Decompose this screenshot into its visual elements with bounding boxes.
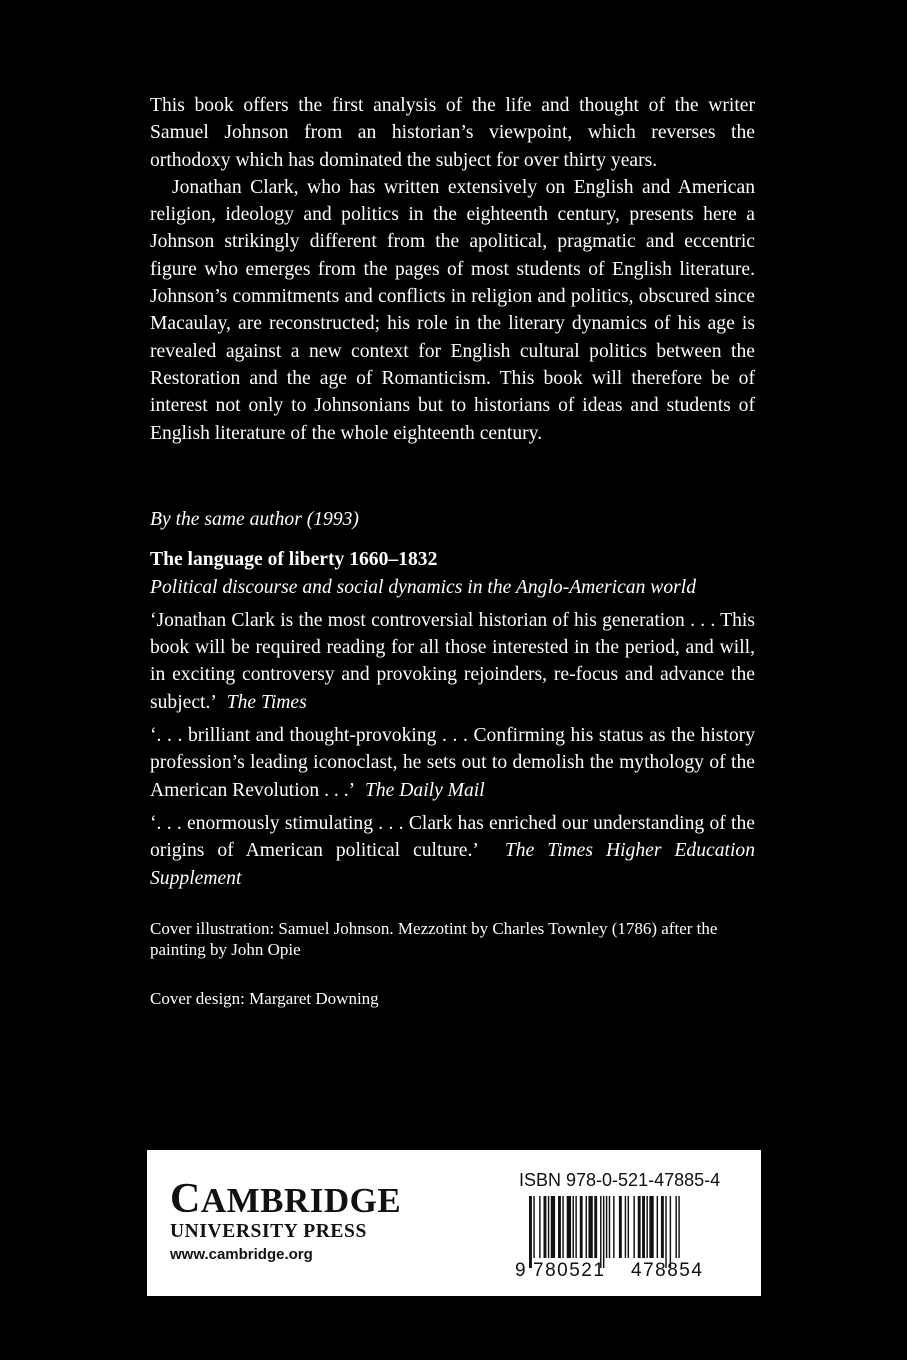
- barcode-bar: [661, 1196, 664, 1258]
- barcode-bar: [529, 1196, 532, 1268]
- barcode-bar: [575, 1196, 576, 1258]
- blurb-paragraph-2: Jonathan Clark, who has written extensively on English and American religion, ideology and politics in the eighteenth century, presents here a Johnson strikingly different from the apolitical, pragmatic and eccentric figure who emerges from the pages of most students of English literature. Johnson’s commitments and conflicts in religion and politics, obscured since Macaulay, are reconstructed; his role in the literary dynamics of his age is revealed against a new context for English cultural politics between the Restoration and the age of Romanticism. This book will therefore be of interest not only to Johnsonians but to historians of ideas and students of English literature of the whole eighteenth century.: [150, 176, 755, 444]
- same-author-section: [150, 506, 755, 892]
- barcode-lead-digit: 9: [515, 1260, 526, 1280]
- related-book-title: The language of liberty 1660–1832: [150, 549, 438, 571]
- barcode-bar: [613, 1196, 614, 1258]
- cover-illustration-credit: Cover illustration: Samuel Johnson. Mezzotint by Charles Townley (1786) after the painting by John Opie: [150, 919, 718, 959]
- barcode-bar: [573, 1196, 574, 1258]
- barcode-digits-right: 478854: [631, 1260, 704, 1280]
- review-text: ‘. . . brilliant and thought-provoking . . . Confirming his status as the history profession’s leading iconoclast, he sets out to demolish the mythology of the American Revolution . . .’: [150, 725, 755, 801]
- barcode-bar: [606, 1196, 607, 1258]
- barcode-bar: [588, 1196, 592, 1258]
- publisher-name: CAMBRIDGE: [170, 1176, 402, 1222]
- isbn-label: ISBN 978-0-521-47885-4: [519, 1170, 721, 1190]
- review-quote: [150, 810, 755, 892]
- barcode-bar: [567, 1196, 571, 1258]
- barcode-bars: [529, 1196, 680, 1268]
- cover-design-credit: Cover design: Margaret Downing: [150, 989, 379, 1008]
- review-quote: [150, 722, 755, 804]
- barcode-bar: [646, 1196, 647, 1258]
- blurb-paragraph-1: This book offers the first analysis of the life and thought of the writer Samuel Johnson from an historian’s viewpoint, which reverses the orthodoxy which has dominated the subject for over thirty years.: [150, 95, 755, 171]
- publisher-logo: [170, 1176, 402, 1266]
- barcode-bar: [551, 1196, 555, 1258]
- barcode-bar: [670, 1196, 671, 1268]
- barcode-digits-left: 780521: [533, 1260, 606, 1280]
- barcode-bar: [558, 1196, 561, 1258]
- review-source: The Times: [226, 691, 307, 713]
- barcode-bar: [533, 1196, 534, 1258]
- barcode-bar: [548, 1196, 549, 1258]
- publisher-website: www.cambridge.org: [170, 1246, 313, 1263]
- barcode-bar: [619, 1196, 622, 1258]
- review-source: The Daily Mail: [364, 779, 485, 801]
- same-author-heading: By the same author (1993): [150, 509, 359, 530]
- barcode-bar: [642, 1196, 645, 1258]
- barcode-bar: [586, 1196, 587, 1258]
- barcode-bar: [600, 1196, 601, 1268]
- barcode-bar: [594, 1196, 597, 1258]
- barcode-bar: [675, 1196, 676, 1258]
- barcode-bar: [665, 1196, 666, 1268]
- barcode-bar: [539, 1196, 540, 1258]
- review-text: ‘. . . enormously stimulating . . . Clark has enriched our understanding of the origins of American political culture.’: [150, 812, 755, 862]
- barcode-bar: [562, 1196, 563, 1258]
- review-source: The Times Higher Education Supplement: [150, 840, 755, 889]
- barcode-bar: [625, 1196, 626, 1258]
- barcode-bar: [657, 1196, 658, 1258]
- barcode-bar: [544, 1196, 547, 1258]
- review-text: ‘Jonathan Clark is the most controversial historian of his generation . . . This book will be required reading for all those interested in the period, and will, in exciting controversy and provoking rejoinders, re-focus and advance the subject.’: [150, 609, 755, 713]
- barcode-bar: [678, 1196, 679, 1258]
- cover-credits: [150, 918, 770, 1009]
- barcode: [515, 1196, 737, 1280]
- barcode-bar: [633, 1196, 634, 1258]
- back-cover-blurb: [150, 92, 755, 447]
- publisher-barcode-panel: [147, 1150, 761, 1296]
- barcode-bar: [649, 1196, 653, 1258]
- barcode-bar: [580, 1196, 583, 1258]
- related-book-subtitle: Political discourse and social dynamics in the Anglo-American world: [150, 576, 697, 598]
- review-quote: [150, 607, 755, 716]
- publisher-press: UNIVERSITY PRESS: [170, 1221, 367, 1242]
- barcode-bar: [603, 1196, 604, 1268]
- barcode-bar: [638, 1196, 641, 1258]
- barcode-bar: [609, 1196, 610, 1258]
- barcode-bar: [628, 1196, 629, 1258]
